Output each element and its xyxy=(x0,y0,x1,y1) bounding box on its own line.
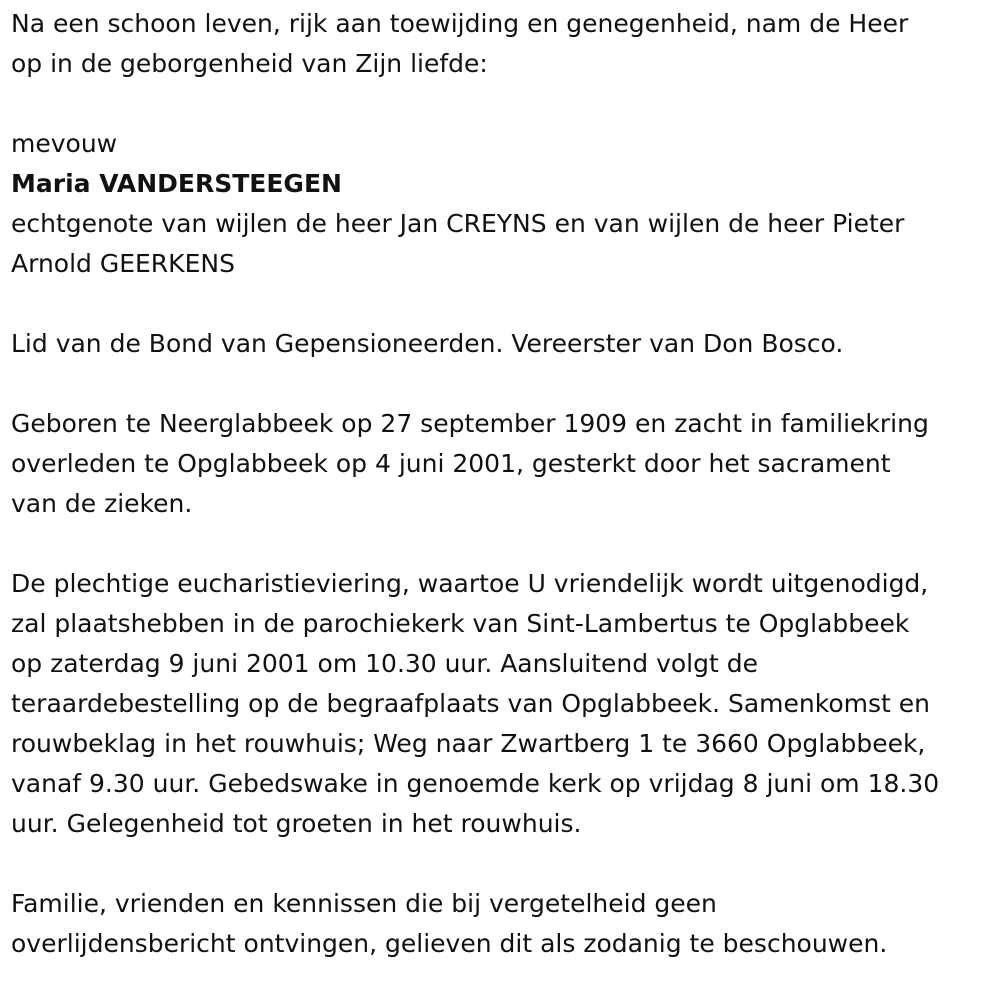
title-prefix: mevouw xyxy=(11,129,118,158)
spacer xyxy=(11,364,990,404)
spacer xyxy=(11,84,990,124)
memberships-text: Lid van de Bond van Gepensioneerden. Vereerster van Don Bosco. xyxy=(11,329,844,358)
intro-text: Na een schoon leven, rijk aan toewijding en genegenheid, nam de Heer op in de geborgenheid van Zijn liefde: xyxy=(11,9,909,78)
ceremony-text: De plechtige eucharistieviering, waartoe U vriendelijk wordt uitgenodigd, zal plaatshebben in de parochiekerk van Sint-Lambertus te Opglabbeek op zaterdag 9 juni 2001 om 10.30 uur. Aansluitend volgt de teraardebestelling op de begraafplaats van Opglabbeek. Samenkomst en rouwbeklag in het rouwhuis; Weg naar Zwartberg 1 te 3660 Opglabbeek, vanaf 9.30 uur. Gebedswake in genoemde kerk op vrijdag 8 juni om 18.30 uur. Gelegenheid tot groeten in het rouwhuis. xyxy=(11,569,940,838)
closing-text: Familie, vrienden en kennissen die bij vergetelheid geen overlijdensbericht ontvingen, gelieven dit als zodanig te beschouwen. xyxy=(11,889,888,958)
spouse-line: echtgenote van wijlen de heer Jan CREYNS en van wijlen de heer Pieter Arnold GEERKENS xyxy=(11,209,905,278)
spacer xyxy=(11,524,990,564)
birth-death-text: Geboren te Neerglabbeek op 27 september 1909 en zacht in familiekring overleden te Opglabbeek op 4 juni 2001, gesterkt door het sacrament van de zieken. xyxy=(11,409,929,518)
spacer xyxy=(11,844,990,884)
spacer xyxy=(11,284,990,324)
deceased-name: Maria VANDERSTEEGEN xyxy=(11,169,342,198)
